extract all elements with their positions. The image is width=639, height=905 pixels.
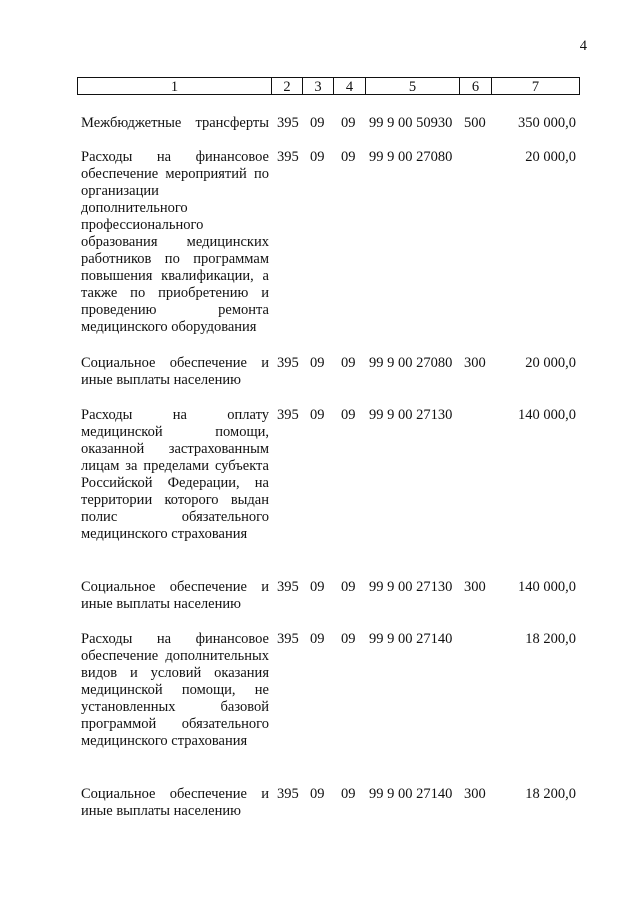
row-code-5: 99 9 00 27130	[369, 579, 453, 595]
row-amount: 140 000,0	[518, 407, 576, 423]
row-name: Расходы на финансовое обеспечение дополнительных видов и условий оказания медицинской помощи, не установленных базовой программой обязательного медицинского страхования	[81, 631, 269, 749]
row-code-2: 395	[277, 786, 299, 802]
row-code-2: 395	[277, 115, 299, 131]
row-code-5: 99 9 00 27130	[369, 407, 453, 423]
header-col-6: 6	[460, 77, 492, 95]
row-code-2: 395	[277, 631, 299, 647]
row-code-4: 09	[341, 579, 356, 595]
row-amount: 350 000,0	[518, 115, 576, 131]
row-amount: 18 200,0	[525, 631, 576, 647]
row-code-4: 09	[341, 149, 356, 165]
header-col-4: 4	[334, 77, 366, 95]
row-code-3: 09	[310, 407, 325, 423]
header-col-1: 1	[77, 77, 272, 95]
row-code-2: 395	[277, 149, 299, 165]
row-code-5: 99 9 00 27140	[369, 786, 453, 802]
header-col-2: 2	[272, 77, 303, 95]
row-name: Социальное обеспечение и иные выплаты населению	[81, 579, 269, 612]
row-code-4: 09	[341, 407, 356, 423]
row-code-4: 09	[341, 355, 356, 371]
row-amount: 18 200,0	[525, 786, 576, 802]
row-name: Социальное обеспечение и иные выплаты населению	[81, 355, 269, 388]
row-code-3: 09	[310, 149, 325, 165]
row-code-3: 09	[310, 786, 325, 802]
row-code-5: 99 9 00 27080	[369, 149, 453, 165]
row-name: Социальное обеспечение и иные выплаты населению	[81, 786, 269, 819]
row-code-3: 09	[310, 579, 325, 595]
row-name: Расходы на оплату медицинской помощи, оказанной застрахованным лицам за пределами субъекта Российской Федерации, на территории которого выдан полис обязательного медицинского страхования	[81, 407, 269, 542]
row-amount: 20 000,0	[525, 149, 576, 165]
row-code-4: 09	[341, 115, 356, 131]
row-code-6: 500	[464, 115, 486, 131]
page-number: 4	[579, 38, 587, 54]
row-code-2: 395	[277, 355, 299, 371]
row-code-6: 300	[464, 786, 486, 802]
row-code-5: 99 9 00 27080	[369, 355, 453, 371]
row-amount: 140 000,0	[518, 579, 576, 595]
row-amount: 20 000,0	[525, 355, 576, 371]
row-code-5: 99 9 00 50930	[369, 115, 453, 131]
row-code-2: 395	[277, 579, 299, 595]
header-col-3: 3	[303, 77, 334, 95]
header-col-5: 5	[366, 77, 460, 95]
row-code-2: 395	[277, 407, 299, 423]
row-code-4: 09	[341, 631, 356, 647]
row-code-3: 09	[310, 631, 325, 647]
row-code-6: 300	[464, 355, 486, 371]
row-code-3: 09	[310, 115, 325, 131]
row-code-5: 99 9 00 27140	[369, 631, 453, 647]
row-code-3: 09	[310, 355, 325, 371]
row-code-6: 300	[464, 579, 486, 595]
row-name: Расходы на финансовое обеспечение мероприятий по организации дополнительного профессионального образования медицинских работников по программам повышения квалификации, а также по приобретению и проведению ремонта медицинского оборудования	[81, 149, 269, 335]
row-code-4: 09	[341, 786, 356, 802]
header-col-7: 7	[492, 77, 580, 95]
row-name: Межбюджетные трансферты	[81, 115, 269, 131]
